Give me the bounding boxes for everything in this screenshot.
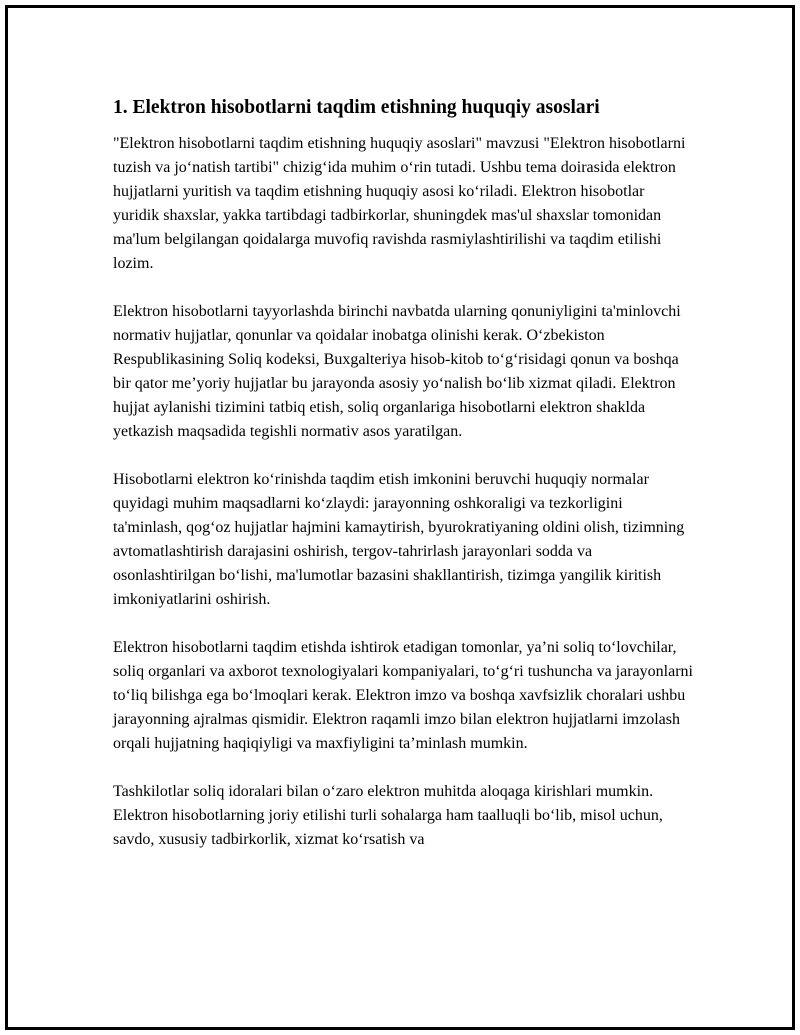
paragraph-5: Tashkilotlar soliq idoralari bilan o‘zaro elektron muhitda aloqaga kirishlari mumkin. Elektron hisobotlarning joriy etilishi turli sohalarga ham taalluqli bo‘lib, misol uchun, savdo, xususiy tadbirkorlik, xizmat ko‘rsatish va [113,783,663,848]
paragraph-3: Hisobotlarni elektron ko‘rinishda taqdim etish imkonini beruvchi huquqiy normalar quyidagi muhim maqsadlarni ko‘zlaydi: jarayonning oshkoraligi va tezkorligini ta'minlash, qog‘oz hujjatlar hajmini kamaytirish, byurokratiyaning oldini olish, tizimning avtomatlashtirish darajasini oshirish, tergov-tahrirlash jarayonlari sodda va osonlashtirilgan bo‘lishi, ma'lumotlar bazasini shakllantirish, tizimga yangilik kiritish imkoniyatlarini oshirish. [113,471,685,608]
document-body [113,96,693,876]
paragraph-1: "Elektron hisobotlarni taqdim etishning huquqiy asoslari" mavzusi "Elektron hisobotlarni tuzish va jo‘natish tartibi" chizig‘ida muhim o‘rin tutadi. Ushbu tema doirasida elektron hujjatlarni yuritish va taqdim etishning huquqiy asosi ko‘riladi. Elektron hisobotlar yuridik shaxslar, yakka tartibdagi tadbirkorlar, shuningdek mas'ul shaxslar tomonidan ma'lum belgilangan qoidalarga muvofiq ravishda rasmiylashtirilishi va taqdim etilishi lozim. [113,135,686,272]
section-heading: 1. Elektron hisobotlarni taqdim etishning huquqiy asoslari [113,97,600,118]
paragraph-2: Elektron hisobotlarni tayyorlashda birinchi navbatda ularning qonuniyligini ta'minlovchi normativ hujjatlar, qonunlar va qoidalar inobatga olinishi kerak. O‘zbekiston Respublikasining Soliq kodeksi, Buxgalteriya hisob-kitob to‘g‘risidagi qonun va boshqa bir qator me’yoriy hujjatlar bu jarayonda asosiy yo‘nalish bo‘lib xizmat qiladi. Elektron hujjat aylanishi tizimini tatbiq etish, soliq organlariga hisobotlarni elektron shaklda yetkazish maqsadida tegishli normativ asos yaratilgan. [113,303,681,440]
paragraph-4: Elektron hisobotlarni taqdim etishda ishtirok etadigan tomonlar, ya’ni soliq to‘lovchilar, soliq organlari va axborot texnologiyalari kompaniyalari, to‘g‘ri tushuncha va jarayonlarni to‘liq bilishga ega bo‘lmoqlari kerak. Elektron imzo va boshqa xavfsizlik choralari ushbu jarayonning ajralmas qismidir. Elektron raqamli imzo bilan elektron hujjatlarni imzolash orqali hujjatning haqiqiyligi va maxfiyligini ta’minlash mumkin. [113,639,693,752]
